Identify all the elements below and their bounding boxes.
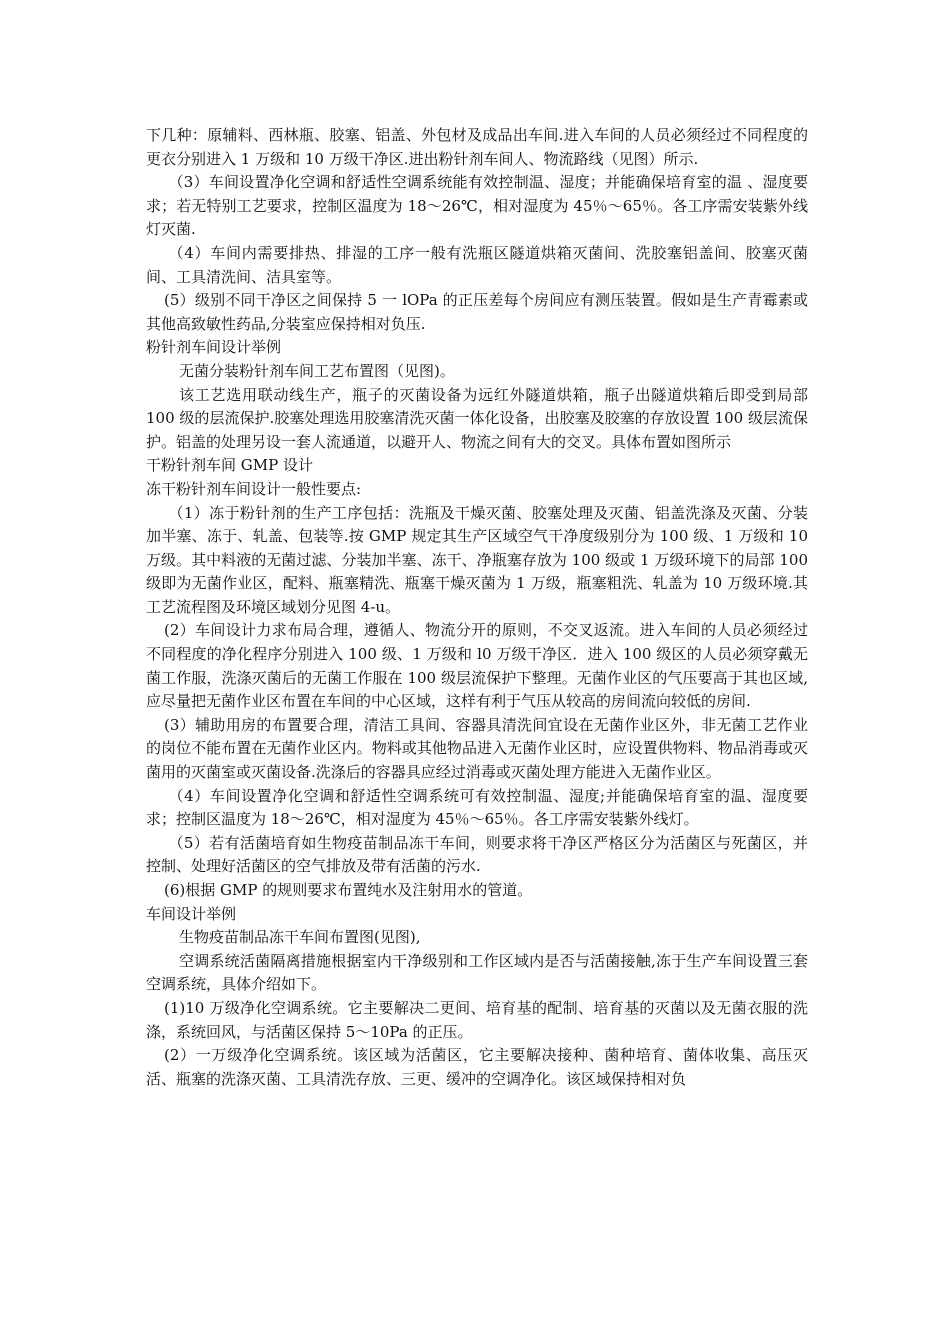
document-body [146,124,808,1091]
section-heading: 冻干粉针剂车间设计一般性要点: [146,479,362,498]
paragraph-item-3: (3）辅助用房的布置要合理，清洁工具间、容器具清洗间宜设在无菌作业区外，非无菌工艺作业的岗位不能布置在无菌作业区内。物料或其他物品进入无菌作业区时，应设置供物料、物品消毒或灭菌用的灭菌室或灭菌设备.洗涤后的容器具应经过消毒或灭菌处理方能进入无菌作业区。 [146,715,808,782]
paragraph-item-4: （4）车间内需要排热、排湿的工序一般有洗瓶区隧道烘箱灭菌间、洗胶塞铝盖间、胶塞灭菌间、工具清洗间、洁具室等。 [146,243,808,286]
paragraph-item-1: （1）冻于粉针剂的生产工序包括：洗瓶及干燥灭菌、胶塞处理及灭菌、铝盖洗涤及灭菌、分装加半塞、冻于、轧盖、包装等.按 GMP 规定其生产区域空气干净度级别分为 100 级、1 万级和 10 万级。其中料液的无菌过滤、分装加半塞、冻干、净瓶塞存放为 100 级或 1 万级环境下的局部 100 级即为无菌作业区，配料、瓶塞精洗、瓶塞干燥灭菌为 1 万级，瓶塞粗洗、轧盖为 10 万级环境.其工艺流程图及环境区域划分见图 4-u。 [146,503,808,616]
paragraph-item-2: (2）一万级净化空调系统。该区域为活菌区，它主要解决接种、菌种培育、菌体收集、高压灭活、瓶塞的洗涤灭菌、工具清洗存放、三更、缓冲的空调净化。该区域保持相对负 [146,1046,808,1088]
paragraph: 无菌分装粉针剂车间工艺布置图（见图)。 [179,361,455,380]
paragraph-item-4: （4）车间设置净化空调和舒适性空调系统可有效控制温、湿度;并能确保培育室的温、湿度要求；控制区温度为 18～26℃，相对湿度为 45％～65％。各工序需安装紫外线灯。 [146,786,808,829]
paragraph-item-3: （3）车间设置净化空调和舒适性空调系统能有效控制温、湿度；并能确保培育室的温 、湿度要求；若无特别工艺要求，控制区温度为 18～26℃，相对湿度为 45％～65％。各工序需安装紫外线灯灭菌. [146,173,808,239]
paragraph: 生物疫苗制品冻干车间布置图(见图), [179,928,421,947]
section-heading: 粉针剂车间设计举例 [146,338,282,357]
section-heading: 车间设计举例 [146,904,237,923]
paragraph-item-6: (6)根据 GMP 的规则要求布置纯水及注射用水的管道。 [164,881,533,899]
paragraph: 空调系统活菌隔离措施根据室内干净级别和工作区域内是否与活菌接触,冻于生产车间设置三套空调系统，具体介绍如下。 [146,951,808,994]
paragraph-item-5: (5）级别不同干净区之间保持 5 一 lOPa 的正压差每个房间应有测压装置。假如是生产青霉素或其他高致敏性药品,分装室应保持相对负压. [146,291,808,333]
paragraph-item-5: （5）若有活菌培育如生物疫苗制品冻干车间，则要求将干净区严格区分为活菌区与死菌区，并控制、处理好活菌区的空气排放及带有活菌的污水. [146,833,808,876]
paragraph-continuation: 下几种：原辅料、西林瓶、胶塞、铝盖、外包材及成品出车间.进入车间的人员必须经过不同程度的更衣分别进入 1 万级和 10 万级干净区.进出粉针剂车间人、物流路线（见图）所示. [146,126,808,168]
paragraph-item-1: (1)10 万级净化空调系统。它主要解决二更间、培育基的配制、培育基的灭菌以及无菌衣服的洗涤，系统回风，与活菌区保持 5～10Pa 的正压。 [146,998,808,1041]
section-heading: 干粉针剂车间 GMP 设计 [146,456,313,475]
paragraph: 该工艺选用联动线生产，瓶子的灭菌设备为远红外隧道烘箱，瓶子出隧道烘箱后即受到局部 100 级的层流保护.胶塞处理选用胶塞清洗灭菌一体化设备，出胶塞及胶塞的存放设置 100 级层流保护。铝盖的处理另设一套人流通道，以避开人、物流之间有大的交叉。具体布置如图所示 [146,385,808,451]
paragraph-item-2: (2）车间设计力求布局合理，遵循人、物流分开的原则，不交叉返流。进入车间的人员必须经过不同程度的净化程序分别进入 100 级、1 万级和 l0 万级干净区．进入 100 级区的人员必须穿戴无菌工作服，洗涤灭菌后的无菌工作服在 100 级层流保护下整理。无菌作业区的气压要高于其也区域,应尽量把无菌作业区布置在车间的中心区域，这样有利于气压从较高的房间流向较低的房间. [146,621,808,711]
